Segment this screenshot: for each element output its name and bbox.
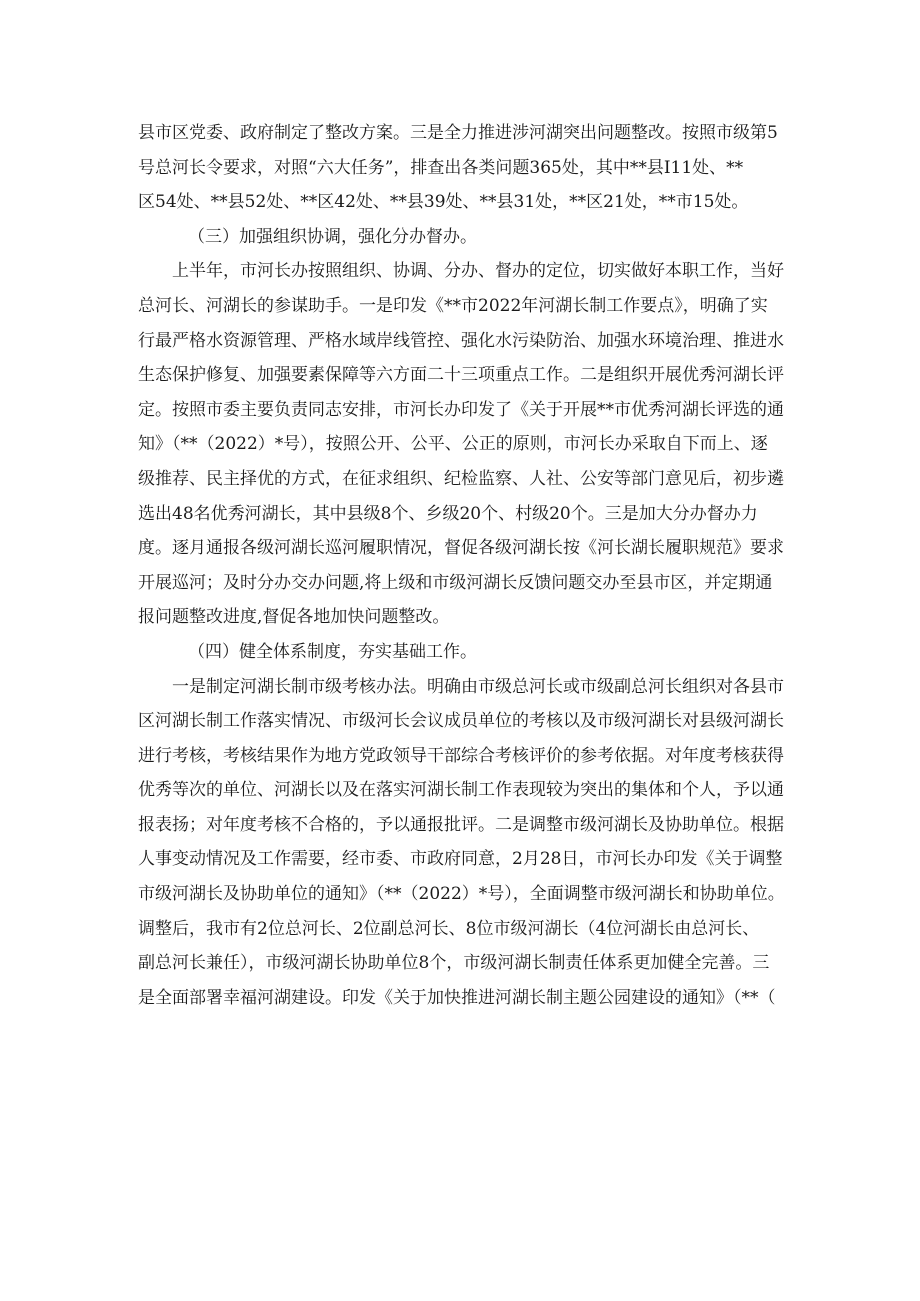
paragraph-line: 调整后，我市有2位总河长、2位副总河长、8位市级河湖长（4位河湖长由总河长、 xyxy=(138,918,760,939)
paragraph-line: 号总河长令要求，对照“六大任务”，排查出各类问题365处，其中**县I11处、** xyxy=(138,157,744,178)
paragraph-line: 定。按照市委主要负责同志安排，市河长办印发了《关于开展**市优秀河湖长评选的通 xyxy=(138,399,784,420)
paragraph-line: 度。逐月通报各级河湖长巡河履职情况，督促各级河湖长按《河长湖长履职规范》要求 xyxy=(138,538,784,559)
paragraph-line: 市级河湖长及协助单位的通知》（**（2022）*号），全面调整市级河湖长和协助单位。 xyxy=(138,884,785,905)
document-body xyxy=(138,116,798,1015)
paragraph-line: 区54处、**县52处、**区42处、**县39处、**县31处，**区21处，**市15处。 xyxy=(138,192,749,213)
paragraph-line: 县市区党委、政府制定了整改方案。三是全力推进涉河湖突出问题整改。按照市级第5 xyxy=(138,123,778,143)
paragraph-line: 知》（**（2022）*号），按照公开、公平、公正的原则，市河长办采取自下而上、逐 xyxy=(138,434,768,455)
paragraph-line: 总河长、河湖长的参谋助手。一是印发《**市2022年河湖长制工作要点》，明确了实 xyxy=(138,295,768,316)
paragraph-line: 是全面部署幸福河湖建设。印发《关于加快推进河湖长制主题公园建设的通知》（**（ xyxy=(138,987,776,1008)
paragraph-line: 报问题整改进度,督促各地加快问题整改。 xyxy=(138,607,450,628)
paragraph-line: 人事变动情况及工作需要，经市委、市政府同意，2月28日，市河长办印发《关于调整 xyxy=(138,849,783,870)
paragraph-line: 副总河长兼任），市级河湖长协助单位8个，市级河湖长制责任体系更加健全完善。三 xyxy=(138,953,770,974)
paragraph-line: 级推荐、民主择优的方式，在征求组织、纪检监察、人社、公安等部门意见后，初步遴 xyxy=(138,468,784,489)
section-heading-three: （三）加强组织协调，强化分办督办。 xyxy=(188,226,477,247)
section-heading-four: （四）健全体系制度，夯实基础工作。 xyxy=(188,641,477,662)
paragraph-line: 生态保护修复、加强要素保障等六方面二十三项重点工作。二是组织开展优秀河湖长评 xyxy=(138,365,784,386)
paragraph-line: 区河湖长制工作落实情况、市级河长会议成员单位的考核以及市级河湖长对县级河湖长 xyxy=(138,711,784,732)
paragraph-line: 选出48名优秀河湖长，其中县级8个、乡级20个、村级20个。三是加大分办督办力 xyxy=(138,503,758,524)
paragraph-line: 上半年，市河长办按照组织、协调、分办、督办的定位，切实做好本职工作，当好 xyxy=(172,261,784,282)
paragraph-line: 行最严格水资源管理、严格水域岸线管控、强化水污染防治、加强水环境治理、推进水 xyxy=(138,330,784,351)
paragraph-line: 开展巡河；及时分办交办问题,将上级和市级河湖长反馈问题交办至县市区，并定期通 xyxy=(138,572,773,593)
paragraph-line: 优秀等次的单位、河湖长以及在落实河湖长制工作表现较为突出的集体和个人，予以通 xyxy=(138,780,784,801)
paragraph-line: 一是制定河湖长制市级考核办法。明确由市级总河长或市级副总河长组织对各县市 xyxy=(172,676,784,697)
paragraph-line: 进行考核，考核结果作为地方党政领导干部综合考核评价的参考依据。对年度考核获得 xyxy=(138,745,784,766)
paragraph-line: 报表扬；对年度考核不合格的，予以通报批评。二是调整市级河湖长及协助单位。根据 xyxy=(138,814,784,835)
